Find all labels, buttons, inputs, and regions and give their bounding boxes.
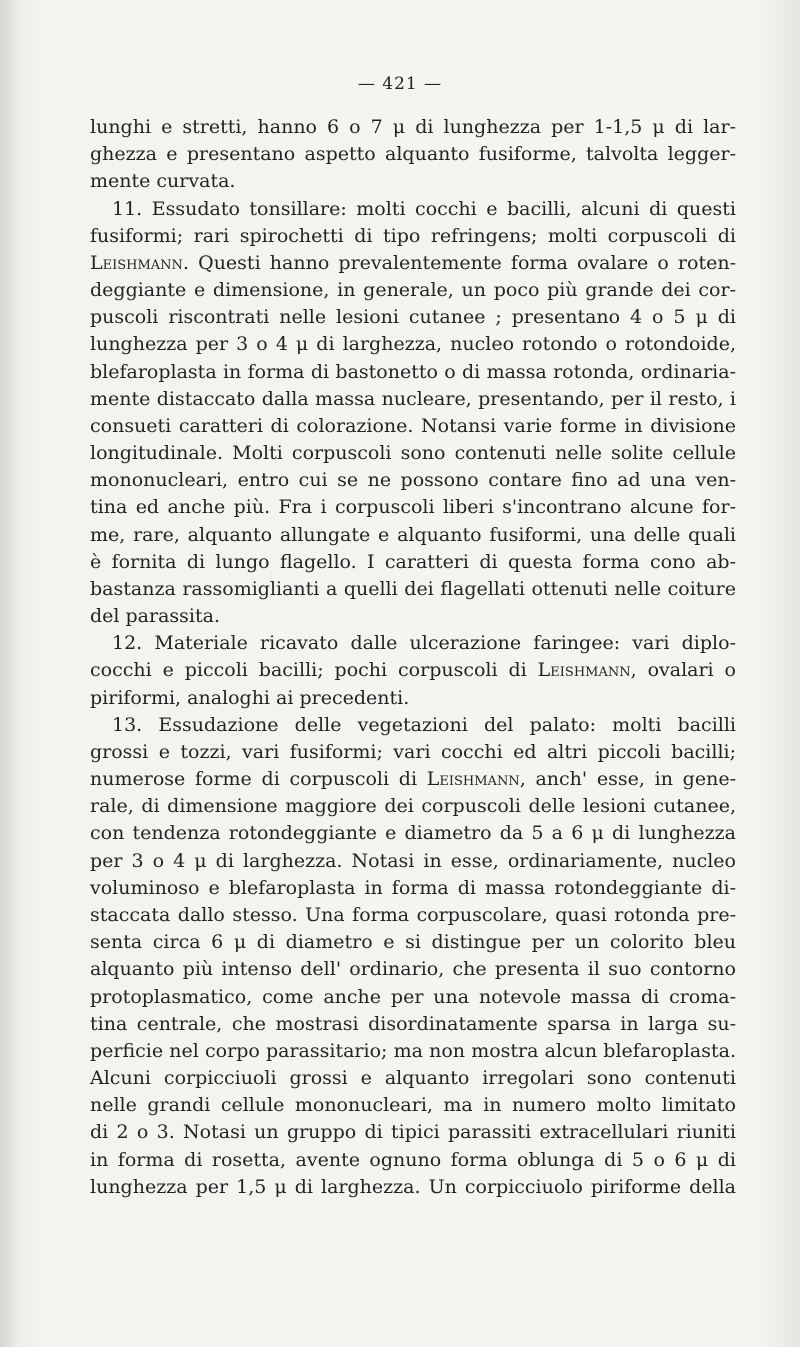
text-line: deggiante e dimensione, in generale, un poco più grande dei cor-	[90, 279, 736, 302]
text-line: alquanto più intenso dell' ordinario, che presenta il suo contorno	[90, 958, 736, 981]
author-name-smallcaps: Leishmann	[537, 659, 631, 682]
text-line: numerose forme di corpuscoli di Leishmann, anch' esse, in gene-	[90, 768, 736, 791]
text-line: fusiformi; rari spirochetti di tipo refringens; molti corpuscoli di	[90, 224, 736, 247]
paragraph-first-line: 11. Essudato tonsillare: molti cocchi e bacilli, alcuni di questi	[112, 197, 736, 220]
text-line: perficie nel corpo parassitario; ma non mostra alcun blefaroplasta.	[90, 1039, 736, 1062]
text-line: rale, di dimensione maggiore dei corpuscoli delle lesioni cutanee,	[90, 795, 736, 818]
text-line: Alcuni corpicciuoli grossi e alquanto irregolari sono contenuti	[90, 1067, 736, 1090]
page-number: — 421 —	[357, 74, 443, 94]
text-line: nelle grandi cellule mononucleari, ma in numero molto limitato	[90, 1094, 736, 1117]
text-line: me, rare, alquanto allungate e alquanto fusiformi, una delle quali	[90, 523, 736, 546]
text-line: mente curvata.	[90, 170, 236, 193]
text-line: Leishmann. Questi hanno prevalentemente forma ovalare o roten-	[90, 251, 736, 274]
text-line: di 2 o 3. Notasi un gruppo di tipici parassiti extracellulari riuniti	[90, 1121, 736, 1144]
author-name-smallcaps: Leishmann	[426, 768, 520, 791]
text-line: lunghezza per 1,5 μ di larghezza. Un corpicciuolo piriforme della	[90, 1175, 736, 1198]
text-line: lunghi e stretti, hanno 6 o 7 μ di lunghezza per 1-1,5 μ di lar-	[90, 116, 736, 138]
text-line: tina centrale, che mostrasi disordinatamente sparsa in larga su-	[90, 1012, 736, 1035]
paragraph-first-line: 12. Materiale ricavato dalle ulcerazione faringee: vari diplo-	[112, 632, 736, 655]
text-line: è fornita di lungo flagello. I caratteri di questa forma cono ab-	[90, 550, 736, 573]
text-line: puscoli riscontrati nelle lesioni cutanee ; presentano 4 o 5 μ di	[90, 306, 736, 329]
author-name-smallcaps: Leishmann	[90, 251, 183, 274]
text-line: piriformi, analoghi ai precedenti.	[90, 686, 410, 709]
page-left-edge-shadow	[0, 0, 18, 1347]
text-line: grossi e tozzi, vari fusiformi; vari cocchi ed altri piccoli bacilli;	[90, 740, 736, 763]
text-line: bastanza rassomiglianti a quelli dei flagellati ottenuti nelle coiture	[90, 577, 736, 600]
text-line: ghezza e presentano aspetto alquanto fusiforme, talvolta legger-	[90, 143, 736, 166]
text-line: staccata dallo stesso. Una forma corpuscolare, quasi rotonda pre-	[90, 903, 736, 926]
body-text	[90, 114, 736, 1201]
text-line: longitudinale. Molti corpuscoli sono contenuti nelle solite cellule	[90, 442, 736, 465]
text-line: per 3 o 4 μ di larghezza. Notasi in esse, ordinariamente, nucleo	[90, 849, 736, 872]
text-line: mononucleari, entro cui se ne possono contare fino ad una ven-	[90, 469, 736, 492]
text-line: mente distaccato dalla massa nucleare, presentando, per il resto, i	[90, 387, 736, 410]
text-line: voluminoso e blefaroplasta in forma di massa rotondeggiante di-	[90, 876, 736, 899]
text-line: con tendenza rotondeggiante e diametro da 5 a 6 μ di lunghezza	[90, 822, 736, 845]
text-line: consueti caratteri di colorazione. Notansi varie forme in divisione	[90, 414, 736, 437]
text-line: lunghezza per 3 o 4 μ di larghezza, nucleo rotondo o rotondoide,	[90, 333, 736, 356]
text-line: tina ed anche più. Fra i corpuscoli liberi s'incontrano alcune for-	[90, 496, 736, 519]
paragraph-first-line: 13. Essudazione delle vegetazioni del palato: molti bacilli	[112, 713, 736, 736]
text-line: cocchi e piccoli bacilli; pochi corpuscoli di Leishmann, ovalari o	[90, 659, 736, 682]
text-line: protoplasmatico, come anche per una notevole massa di croma-	[90, 985, 736, 1008]
text-line: in forma di rosetta, avente ognuno forma oblunga di 5 o 6 μ di	[90, 1148, 736, 1171]
text-line: blefaroplasta in forma di bastonetto o di massa rotonda, ordinaria-	[90, 360, 736, 383]
text-line: senta circa 6 μ di diametro e si distingue per un colorito bleu	[90, 931, 736, 954]
text-line: del parassita.	[90, 605, 221, 628]
